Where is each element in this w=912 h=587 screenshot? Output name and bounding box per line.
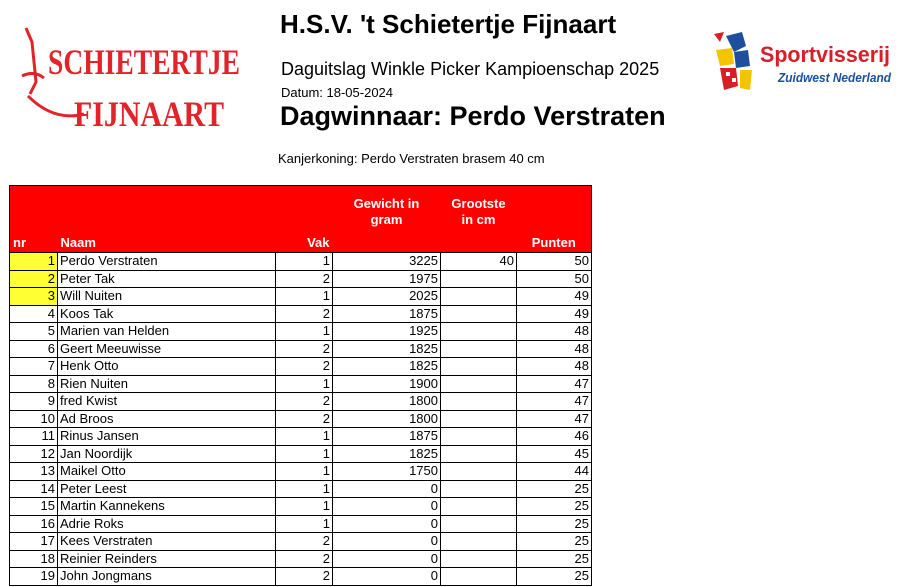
cell-naam: Reinier Reinders [58,550,276,568]
cell-nr: 19 [10,568,58,586]
table-row [10,428,592,446]
cell-gewicht: 1825 [333,445,441,463]
table-row [10,515,592,533]
cell-naam: Rinus Jansen [58,428,276,446]
cell-nr: 2 [10,270,58,288]
cell-grootste: 40 [441,253,517,271]
cell-grootste [441,515,517,533]
cell-grootste [441,480,517,498]
cell-nr: 15 [10,498,58,516]
sportvisserij-logo [712,30,897,100]
cell-naam: Adrie Roks [58,515,276,533]
table-row [10,340,592,358]
cell-naam: Kees Verstraten [58,533,276,551]
column-header-grootste-line2: in cm [461,212,496,227]
cell-vak: 1 [276,515,333,533]
cell-punten: 25 [517,550,592,568]
table-header-row [10,186,592,253]
cell-naam: Geert Meeuwisse [58,340,276,358]
cell-punten: 25 [517,498,592,516]
cell-gewicht: 0 [333,550,441,568]
table-row [10,498,592,516]
cell-punten: 49 [517,288,592,306]
cell-punten: 46 [517,428,592,446]
cell-nr: 12 [10,445,58,463]
cell-grootste [441,270,517,288]
table-row [10,480,592,498]
cell-gewicht: 1750 [333,463,441,481]
cell-nr: 3 [10,288,58,306]
table-row [10,323,592,341]
cell-naam: Rien Nuiten [58,375,276,393]
cell-grootste [441,305,517,323]
cell-naam: fred Kwist [58,393,276,411]
cell-punten: 48 [517,323,592,341]
cell-nr: 13 [10,463,58,481]
table-row [10,550,592,568]
cell-nr: 6 [10,340,58,358]
column-header-gewicht-line2: gram [370,212,403,227]
cell-vak: 1 [276,463,333,481]
cell-naam: Martin Kannekens [58,498,276,516]
column-header-grootste-line1: Grootste [451,196,506,211]
logo-text-line1: SCHIETERTJE [48,42,240,82]
cell-gewicht: 0 [333,568,441,586]
column-header-gewicht-line1: Gewicht in [353,196,420,211]
cell-vak: 2 [276,340,333,358]
cell-nr: 11 [10,428,58,446]
cell-grootste [441,498,517,516]
table-row [10,375,592,393]
cell-nr: 9 [10,393,58,411]
cell-gewicht: 0 [333,515,441,533]
column-header-nr: nr [10,186,58,253]
cell-vak: 1 [276,498,333,516]
cell-vak: 1 [276,428,333,446]
cell-naam: Marien van Helden [58,323,276,341]
cell-nr: 4 [10,305,58,323]
cell-vak: 2 [276,393,333,411]
cell-nr: 14 [10,480,58,498]
cell-punten: 50 [517,270,592,288]
cell-vak: 2 [276,358,333,376]
cell-grootste [441,323,517,341]
column-header-gewicht [333,186,441,253]
cell-gewicht: 1800 [333,410,441,428]
competition-subtitle: Daguitslag Winkle Picker Kampioenschap 2025 [281,59,660,79]
cell-naam: Peter Tak [58,270,276,288]
cell-grootste [441,428,517,446]
column-header-punten: Punten [517,186,592,253]
cell-naam: Perdo Verstraten [58,253,276,271]
cell-vak: 1 [276,253,333,271]
cell-gewicht: 1825 [333,358,441,376]
cell-gewicht: 2025 [333,288,441,306]
cell-naam: John Jongmans [58,568,276,586]
cell-vak: 1 [276,445,333,463]
cell-nr: 18 [10,550,58,568]
cell-punten: 48 [517,340,592,358]
cell-nr: 1 [10,253,58,271]
cell-punten: 50 [517,253,592,271]
cell-naam: Koos Tak [58,305,276,323]
cell-gewicht: 1825 [333,340,441,358]
cell-nr: 7 [10,358,58,376]
column-header-naam: Naam [58,186,276,253]
cell-nr: 8 [10,375,58,393]
cell-grootste [441,463,517,481]
cell-vak: 2 [276,533,333,551]
table-row [10,270,592,288]
logo-text-line2: FIJNAART [74,94,224,134]
cell-grootste [441,340,517,358]
cell-naam: Henk Otto [58,358,276,376]
club-logo [14,22,246,134]
table-row [10,393,592,411]
cell-naam: Maikel Otto [58,463,276,481]
table-row [10,253,592,271]
table-row [10,533,592,551]
cell-vak: 2 [276,568,333,586]
cell-grootste [441,550,517,568]
cell-punten: 44 [517,463,592,481]
cell-gewicht: 0 [333,498,441,516]
cell-vak: 2 [276,410,333,428]
table-row [10,463,592,481]
cell-vak: 1 [276,375,333,393]
cell-gewicht: 0 [333,480,441,498]
cell-nr: 16 [10,515,58,533]
table-row [10,568,592,586]
cell-gewicht: 0 [333,533,441,551]
table-row [10,410,592,428]
date-label: Datum: 18-05-2024 [281,85,394,100]
cell-gewicht: 1875 [333,428,441,446]
cell-grootste [441,445,517,463]
cell-grootste [441,358,517,376]
logo-brand-text: Sportvisserij [760,42,890,67]
cell-punten: 25 [517,533,592,551]
column-header-grootste [441,186,517,253]
cell-gewicht: 3225 [333,253,441,271]
cell-grootste [441,410,517,428]
cell-vak: 2 [276,270,333,288]
cell-gewicht: 1900 [333,375,441,393]
kanjer-label: Kanjerkoning: Perdo Verstraten brasem 40 cm [278,151,545,166]
fish-emblem-icon [714,32,752,90]
cell-punten: 47 [517,410,592,428]
cell-grootste [441,533,517,551]
cell-punten: 48 [517,358,592,376]
cell-vak: 1 [276,288,333,306]
cell-nr: 5 [10,323,58,341]
cell-punten: 47 [517,393,592,411]
cell-naam: Peter Leest [58,480,276,498]
table-row [10,288,592,306]
cell-grootste [441,393,517,411]
cell-naam: Will Nuiten [58,288,276,306]
table-row [10,445,592,463]
column-header-vak: Vak [276,186,333,253]
cell-vak: 1 [276,480,333,498]
cell-gewicht: 1800 [333,393,441,411]
cell-gewicht: 1875 [333,305,441,323]
cell-grootste [441,375,517,393]
cell-vak: 1 [276,323,333,341]
cell-gewicht: 1925 [333,323,441,341]
cell-grootste [441,568,517,586]
cell-punten: 47 [517,375,592,393]
cell-vak: 2 [276,550,333,568]
cell-punten: 49 [517,305,592,323]
cell-naam: Jan Noordijk [58,445,276,463]
day-winner: Dagwinnaar: Perdo Verstraten [280,101,666,131]
cell-naam: Ad Broos [58,410,276,428]
cell-punten: 45 [517,445,592,463]
cell-punten: 25 [517,515,592,533]
cell-nr: 17 [10,533,58,551]
cell-punten: 25 [517,480,592,498]
table-row [10,305,592,323]
page-title: H.S.V. 't Schietertje Fijnaart [280,9,617,39]
cell-grootste [441,288,517,306]
cell-punten: 25 [517,568,592,586]
cell-gewicht: 1975 [333,270,441,288]
cell-vak: 2 [276,305,333,323]
table-row [10,358,592,376]
cell-nr: 10 [10,410,58,428]
logo-region-text: Zuidwest Nederland [777,70,892,85]
results-table [9,185,592,586]
